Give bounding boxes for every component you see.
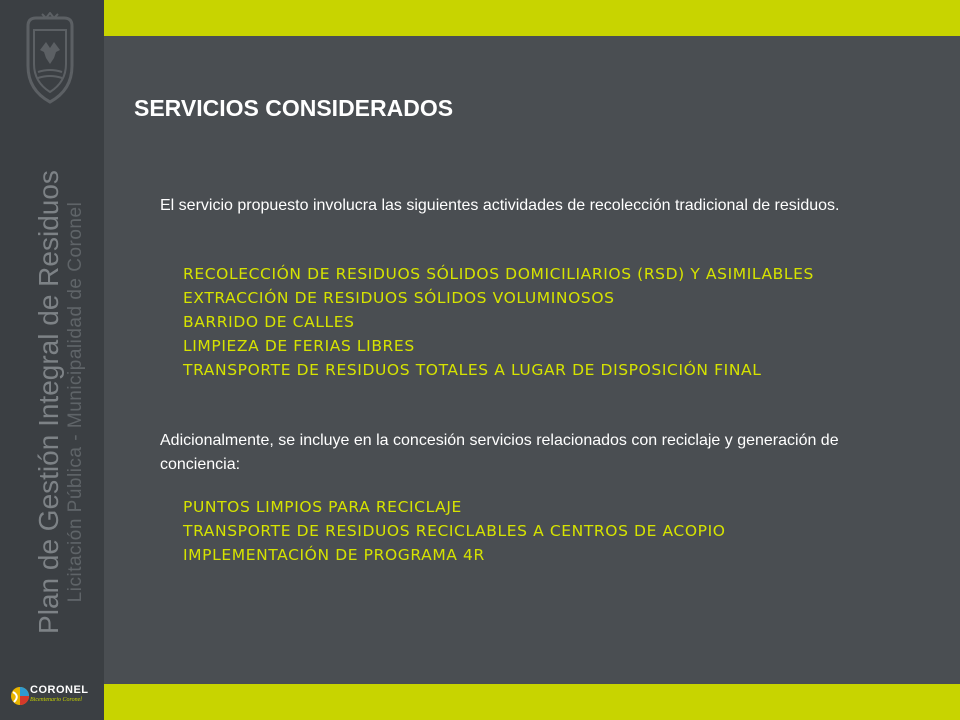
list-item: TRANSPORTE DE RESIDUOS RECICLABLES A CENTROS DE ACOPIO bbox=[183, 522, 726, 540]
list-item: PUNTOS LIMPIOS PARA RECICLAJE bbox=[183, 498, 462, 516]
page-title: SERVICIOS CONSIDERADOS bbox=[134, 95, 454, 121]
vertical-subtitle: Licitación Pública - Municipalidad de Coronel bbox=[65, 201, 86, 603]
vertical-title-block bbox=[33, 122, 87, 682]
top-accent-bar bbox=[104, 0, 960, 36]
sidebar bbox=[0, 0, 104, 720]
list-item: TRANSPORTE DE RESIDUOS TOTALES A LUGAR DE DISPOSICIÓN FINAL bbox=[183, 361, 762, 379]
list-item: LIMPIEZA DE FERIAS LIBRES bbox=[183, 337, 415, 355]
logo-text: CORONEL bbox=[30, 684, 89, 696]
list-item: EXTRACCIÓN DE RESIDUOS SÓLIDOS VOLUMINOSOS bbox=[183, 289, 615, 307]
bottom-accent-bar bbox=[104, 684, 960, 720]
additional-services-list bbox=[183, 495, 726, 567]
additional-paragraph: Adicionalmente, se incluye en la concesión servicios relacionados con reciclaje y generación de conciencia: bbox=[160, 432, 839, 473]
activities-list bbox=[183, 262, 814, 382]
logo-subtext: Bicentenario Coronel bbox=[30, 697, 82, 703]
list-item: IMPLEMENTACIÓN DE PROGRAMA 4R bbox=[183, 546, 485, 564]
list-item: BARRIDO DE CALLES bbox=[183, 313, 355, 331]
list-item: RECOLECCIÓN DE RESIDUOS SÓLIDOS DOMICILIARIOS (RSD) Y ASIMILABLES bbox=[183, 265, 814, 283]
vertical-title: Plan de Gestión Integral de Residuos bbox=[33, 170, 64, 634]
coat-of-arms-icon bbox=[20, 12, 80, 108]
intro-paragraph: El servicio propuesto involucra las siguientes actividades de recolección tradicional de residuos. bbox=[160, 197, 840, 214]
